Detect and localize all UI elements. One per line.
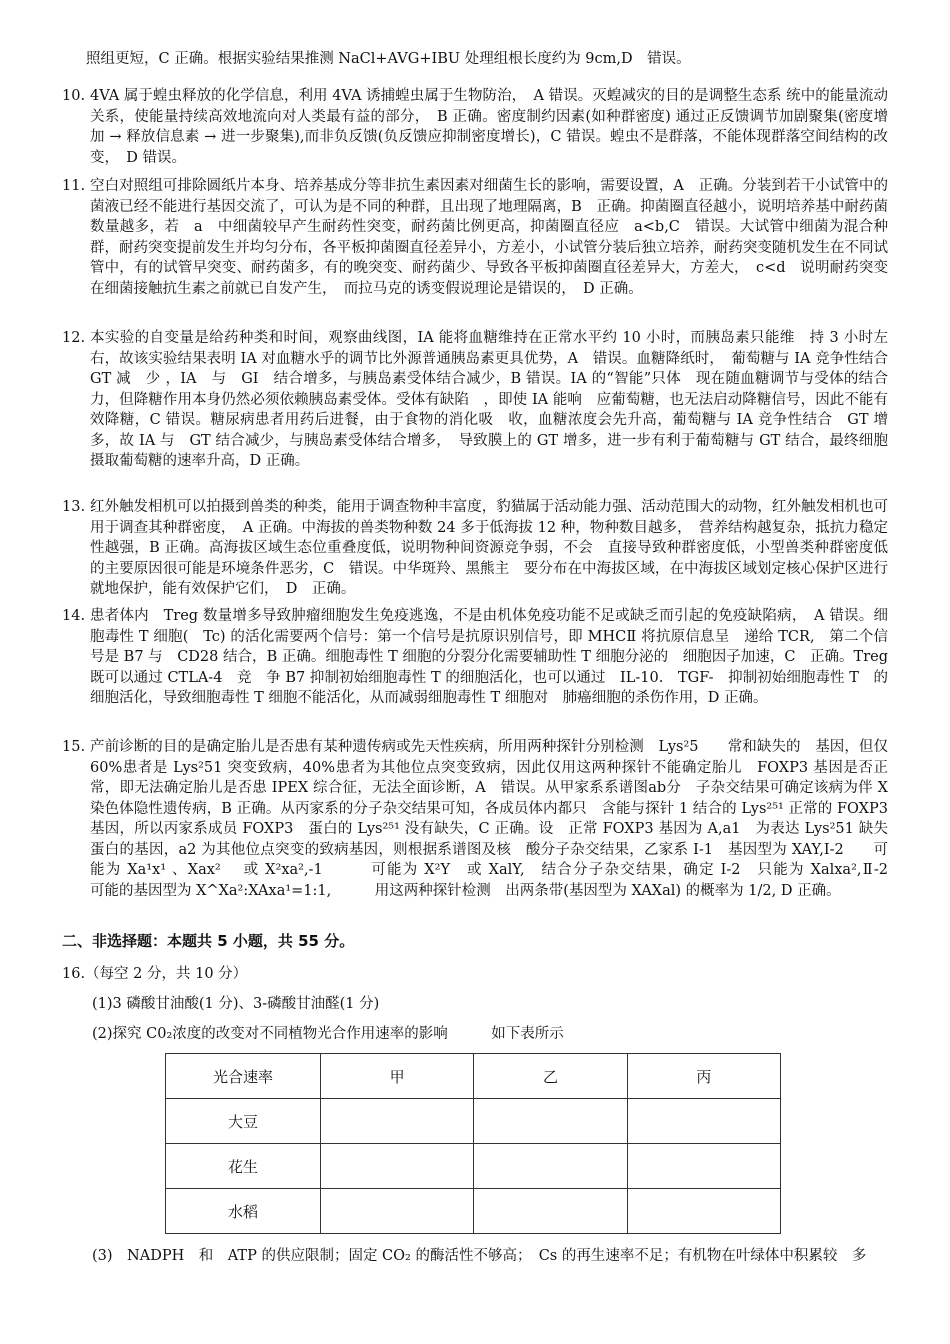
item-number: 11. [62, 178, 86, 194]
q16-part3: (3) NADPH 和 ATP 的供应限制；固定 CO₂ 的酶活性不够高； Cs 的再生速率不足；有机物在叶绿体中积累较 多 [92, 1248, 867, 1264]
rate-table [165, 1053, 781, 1234]
table-row [166, 1144, 781, 1189]
header-cell: 丙 [627, 1054, 780, 1099]
item-number: 12. [62, 330, 86, 346]
empty-cell [474, 1099, 627, 1144]
empty-cell [474, 1189, 627, 1234]
item-text: 空白对照组可排除圆纸片本身、培养基成分等非抗生素因素对细菌生长的影响，需要设置，A 正确。分装到若干小试管中的菌液已经不能进行基因交流了，可认为是不同的种群，且出现了地理隔离，B 正确。抑菌圈直径越小，说明培养基中耐药菌数量越多，若 a 中细菌较早产生耐药性突变，耐药菌比例更高，抑菌圈直径应 a<b,C 错误。大试管中细菌为混合种群，耐药突变提前发生并均匀分布，各平板抑菌圈直径差异小，方差小，小试管分装后独立培养，耐药突变随机发生在不同试管中，有的试管早突变、耐药菌多，有的晚突变、耐药菌少、导致各平板抑菌圈直径差异大，方差大， c<d 说明耐药突变在细菌接触抗生素之前就已自发产生， 而拉马克的诱变假说理论是错误的， D 正确。 [90, 178, 888, 297]
table-row [166, 1189, 781, 1234]
answer-10 [62, 86, 888, 168]
empty-cell [321, 1189, 474, 1234]
item-number: 13. [62, 499, 86, 515]
empty-cell [627, 1189, 780, 1234]
question-16-heading: 16.（每空 2 分，共 10 分） [62, 966, 248, 982]
item-text: 4VA 属于蝗虫释放的化学信息，利用 4VA 诱捕蝗虫属于生物防治， A 错误。灭蝗减灾的目的是调整生态系 统中的能量流动关系，使能量持续高效地流向对人类最有益的部分， B 正确。密度制约因素(如种群密度) 通过正反馈调节加剧聚集(密度增加 → 释放信息素 → 进一步聚集),而非负反馈(负反馈应抑制密度增长)，C 错误。蝗虫不是群落，不能体现群落空间结构的改变， D 错误。 [90, 88, 888, 166]
item-text: 患者体内 Treg 数量增多导致肿瘤细胞发生免疫逃逸，不是由机体免疫功能不足或缺乏而引起的免疫缺陷病， A 错误。细胞毒性 T 细胞( Tc) 的活化需要两个信号：第一个信号是抗原识别信号，即 MHCⅡ 将抗原信息呈 递给 TCR, 第二个信号是 B7 与 CD28 结合，B 正确。细胞毒性 T 细胞的分裂分化需要辅助性 T 细胞分泌的 细胞因子加速，C 正确。Treg 既可以通过 CTLA-4 竞 争 B7 抑制初始细胞毒性 T 的细胞活化，也可以通过 IL-10. TGF- 抑制初始细胞毒性 T 的细胞活化，导致细胞毒性 T 细胞不能活化，从而减弱细胞毒性 T 细胞对 肺癌细胞的杀伤作用，D 正确。 [90, 608, 888, 706]
item-number: 15. [62, 739, 86, 755]
answer-15 [62, 737, 932, 901]
q16-part1: (1)3 磷酸甘油酸(1 分)、3-磷酸甘油醛(1 分) [92, 996, 380, 1012]
answer-14 [62, 606, 888, 709]
item-number: 10. [62, 88, 86, 104]
item-text: 产前诊断的目的是确定胎儿是否患有某种遗传病或先天性疾病，所用两种探针分别检测 Lys²5 常和缺失的 基因，但仅 60%患者是 Lys²51 突变致病，40%患者为其他位点突变致病，因此仅用这两种探针不能确定胎儿 FOXP3 基因是否正常，即无法确定胎儿是否患 IPEX 综合征，无法全面诊断，A 错误。从甲家系系谱图ab分 子杂交结果可确定该病为伴 X 染色体隐性遗传病，B 正确。从丙家系的分子杂交结果可知，各成员体内都只 含能与探针 1 结合的 Lys²⁵¹ 正常的 FOXP3 基因，所以丙家系成员 FOXP3 蛋白的 Lys²⁵¹ 没有缺失，C 正确。设 正常 FOXP3 基因为 A,a1 为表达 Lys²51 缺失蛋白的基因，a2 为其他位点突变的致病基因，则根据系谱图及核 酸分子杂交结果，乙家系 I-1 基因型为 XAY,I-2 可能为 Xa¹x¹ 、Xax² 或 X²xa²,-1 可能为 X²Y 或 XalY, 结合分子杂交结果，确定 I-2 只能为 Xalxa²,Ⅱ-2 可能的基因型为 X^Xa²:XAxa¹=1:1, 用这两种探针检测 出两条带(基因型为 XAXal) 的概率为 1/2, D 正确。 [90, 739, 932, 899]
table-row [166, 1099, 781, 1144]
empty-cell [627, 1144, 780, 1189]
item-text: 本实验的自变量是给药种类和时间，观察曲线图，IA 能将血糖维持在正常水平约 10 小时，而胰岛素只能维 持 3 小时左右，故该实验结果表明 IA 对血糖水乎的调节比外源普通胰岛素更具优势，A 错误。血糖降纸时， 葡萄糖与 IA 竞争性结合 GT 减 少 ，IA 与 GI 结合增多，与胰岛素受体结合减少，B 错误。IA 的“智能”只体 现在随血糖调节与受体的结合力，但降糖作用本身仍然必须依赖胰岛素受体。受体有缺陷 ，即使 IA 能响 应葡萄糖，也无法启动降糖信号，因此不能有效降糖，C 错误。糖尿病患者用药后进餐，由于食物的消化吸 收，血糖浓度会先升高，葡萄糖与 IA 竞争性结合 GT 增多，故 IA 与 GT 结合减少，与胰岛素受体结合增多， 导致膜上的 GT 增多，进一步有利于葡萄糖与 GT 结合，最终细胞摄取葡萄糖的速率升高，D 正确。 [90, 330, 888, 469]
header-cell: 光合速率 [166, 1054, 321, 1099]
empty-cell [321, 1144, 474, 1189]
item-text: 红外触发相机可以拍摄到兽类的种类，能用于调查物种丰富度，豹猫属于活动能力强、活动范围大的动物，红外触发相机也可用于调查其种群密度， A 正确。中海拔的兽类物种数 24 多于低海拔 12 种，物种数目越多， 营养结构越复杂，抵抗力稳定性越强，B 正确。高海拔区域生态位重叠度低，说明物种间资源竞争弱，不会 直接导致种群密度低，小型兽类种群密度低的主要原因很可能是环境条件恶劣，C 错误。中华斑羚、黑熊主 要分布在中海拔区域，在中海拔区域划定核心保护区进行就地保护，能有效保护它们， D 正确。 [90, 499, 888, 597]
empty-cell [474, 1144, 627, 1189]
item-number: 14. [62, 608, 86, 624]
answer-11 [62, 176, 888, 299]
section-heading: 二、非选择题：本题共 5 小题，共 55 分。 [62, 932, 355, 950]
row-label: 花生 [166, 1144, 321, 1189]
row-label: 水稻 [166, 1189, 321, 1234]
q16-part2: (2)探究 C0₂浓度的改变对不同植物光合作用速率的影响 如下表所示 [92, 1026, 564, 1042]
empty-cell [321, 1099, 474, 1144]
header-cell: 甲 [321, 1054, 474, 1099]
answer-12 [62, 328, 888, 472]
row-label: 大豆 [166, 1099, 321, 1144]
answer-13 [62, 497, 888, 600]
continuation-text: 照组更短，C 正确。根据实验结果推测 NaCl+AVG+IBU 处理组根长度约为 9cm,D 错误。 [86, 51, 691, 67]
empty-cell [627, 1099, 780, 1144]
header-cell: 乙 [474, 1054, 627, 1099]
table-header-row [166, 1054, 781, 1099]
